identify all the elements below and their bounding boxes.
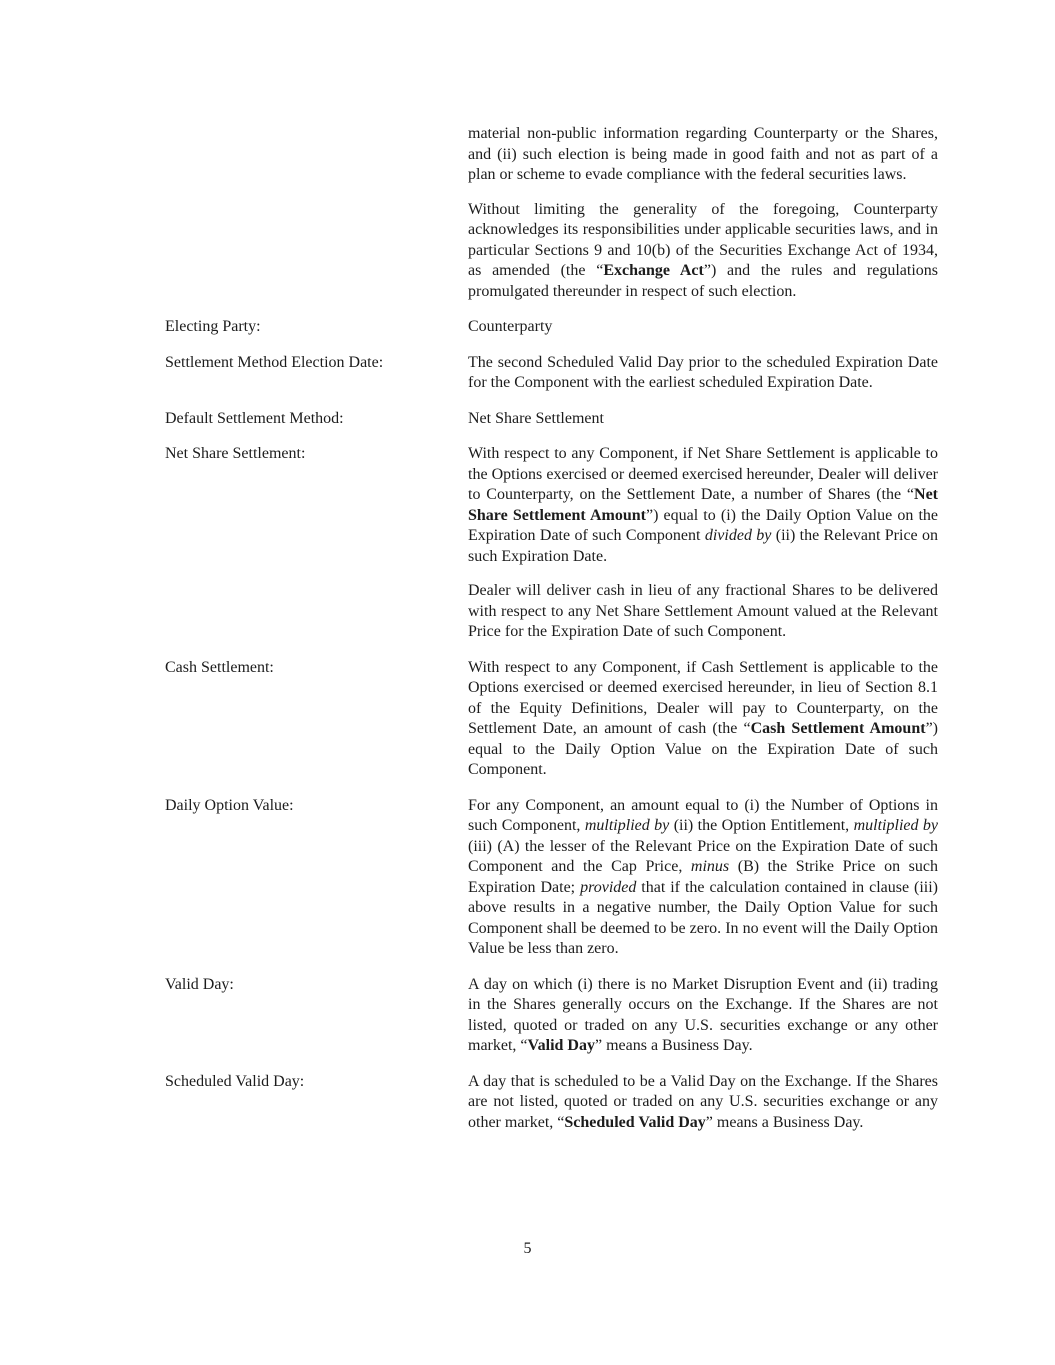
term-label: Net Share Settlement: [165, 445, 306, 462]
term-label: Settlement Method Election Date: [165, 353, 384, 371]
term-definition [468, 353, 938, 394]
term-definition [468, 317, 938, 338]
term-row-net-share-settlement [165, 444, 938, 643]
term-label: Cash Settlement: [165, 658, 274, 676]
intro-paragraph: material non-public information regarding Counterparty or the Shares, and (ii) such election is being made in good faith and not as part of a plan or scheme to evade compliance with the federal securities laws. [468, 125, 938, 183]
term-definition [468, 409, 938, 430]
page-number: 5 [523, 1240, 532, 1257]
term-label: Daily Option Value: [165, 796, 294, 814]
intro-definition-column [468, 124, 938, 302]
definition-paragraph: Counterparty [468, 318, 553, 335]
term-row-electing-party [165, 317, 938, 338]
term-row-cash-settlement [165, 658, 938, 781]
term-label: Electing Party: [165, 318, 261, 335]
definition-paragraph: The second Scheduled Valid Day prior to the scheduled Expiration Date for the Component with the earliest scheduled Expiration Date. [468, 353, 938, 391]
definition-paragraph: With respect to any Component, if Net Share Settlement is applicable to the Options exercised or deemed exercised hereunder, Dealer will deliver to Counterparty, on the Settlement Date, a number of Shares (the “Net Share Settlement Amount”) equal to (i) the Daily Option Value on the Expiration Date of such Component divided by (ii) the Relevant Price on such Expiration Date. [468, 445, 939, 565]
term-row-default-settlement-method [165, 409, 938, 430]
term-definition [468, 444, 938, 643]
definition-paragraph: A day on which (i) there is no Market Disruption Event and (ii) trading in the Shares generally occurs on the Exchange. If the Shares are not listed, quoted or traded on any U.S. securities exchange or any other market, “Valid Day” means a Business Day. [468, 975, 938, 1054]
definition-paragraph: Net Share Settlement [468, 409, 604, 427]
term-row-daily-option-value [165, 796, 938, 960]
intro-paragraph: Without limiting the generality of the foregoing, Counterparty acknowledges its responsibilities under applicable securities laws, and in particular Sections 9 and 10(b) of the Securities Exchange Act of 1934, as amended (the “Exchange Act”) and the rules and regulations promulgated thereunder in respect of such election. [468, 200, 939, 300]
term-row-settlement-method-election-date [165, 353, 938, 394]
term-label: Default Settlement Method: [165, 409, 344, 427]
definition-paragraph: For any Component, an amount equal to (i) the Number of Options in such Component, multiplied by (ii) the Option Entitlement, multiplied by (iii) (A) the lesser of the Relevant Price on the Expiration Date of such Component and the Cap Price, minus (B) the Strike Price on such Expiration Date; provided that if the calculation contained in clause (iii) above results in a negative number, the Daily Option Value for such Component shall be deemed to be zero. In no event will the Daily Option Value be less than zero. [468, 796, 939, 957]
term-definition [468, 796, 938, 960]
term-label: Valid Day: [165, 975, 234, 993]
term-definition [468, 975, 938, 1057]
term-definition [468, 1072, 938, 1134]
term-row-valid-day [165, 975, 938, 1057]
term-row-scheduled-valid-day [165, 1072, 938, 1134]
term-label: Scheduled Valid Day: [165, 1072, 305, 1090]
definition-paragraph: Dealer will deliver cash in lieu of any fractional Shares to be delivered with respect to any Net Share Settlement Amount valued at the Relevant Price for the Expiration Date of such Component. [468, 582, 938, 640]
term-definition [468, 658, 938, 781]
intro-block [165, 124, 938, 302]
document-content [165, 124, 938, 1148]
definition-paragraph: A day that is scheduled to be a Valid Day on the Exchange. If the Shares are not listed, quoted or traded on any U.S. securities exchange or any other market, “Scheduled Valid Day” means a Business Day. [468, 1072, 938, 1131]
definition-paragraph: With respect to any Component, if Cash Settlement is applicable to the Options exercised or deemed exercised hereunder, in lieu of Section 8.1 of the Equity Definitions, Dealer will pay to Counterparty, on the Settlement Date, an amount of cash (the “Cash Settlement Amount”) equal to the Daily Option Value on the Expiration Date of such Component. [468, 658, 938, 778]
term-column-spacer [165, 124, 468, 302]
